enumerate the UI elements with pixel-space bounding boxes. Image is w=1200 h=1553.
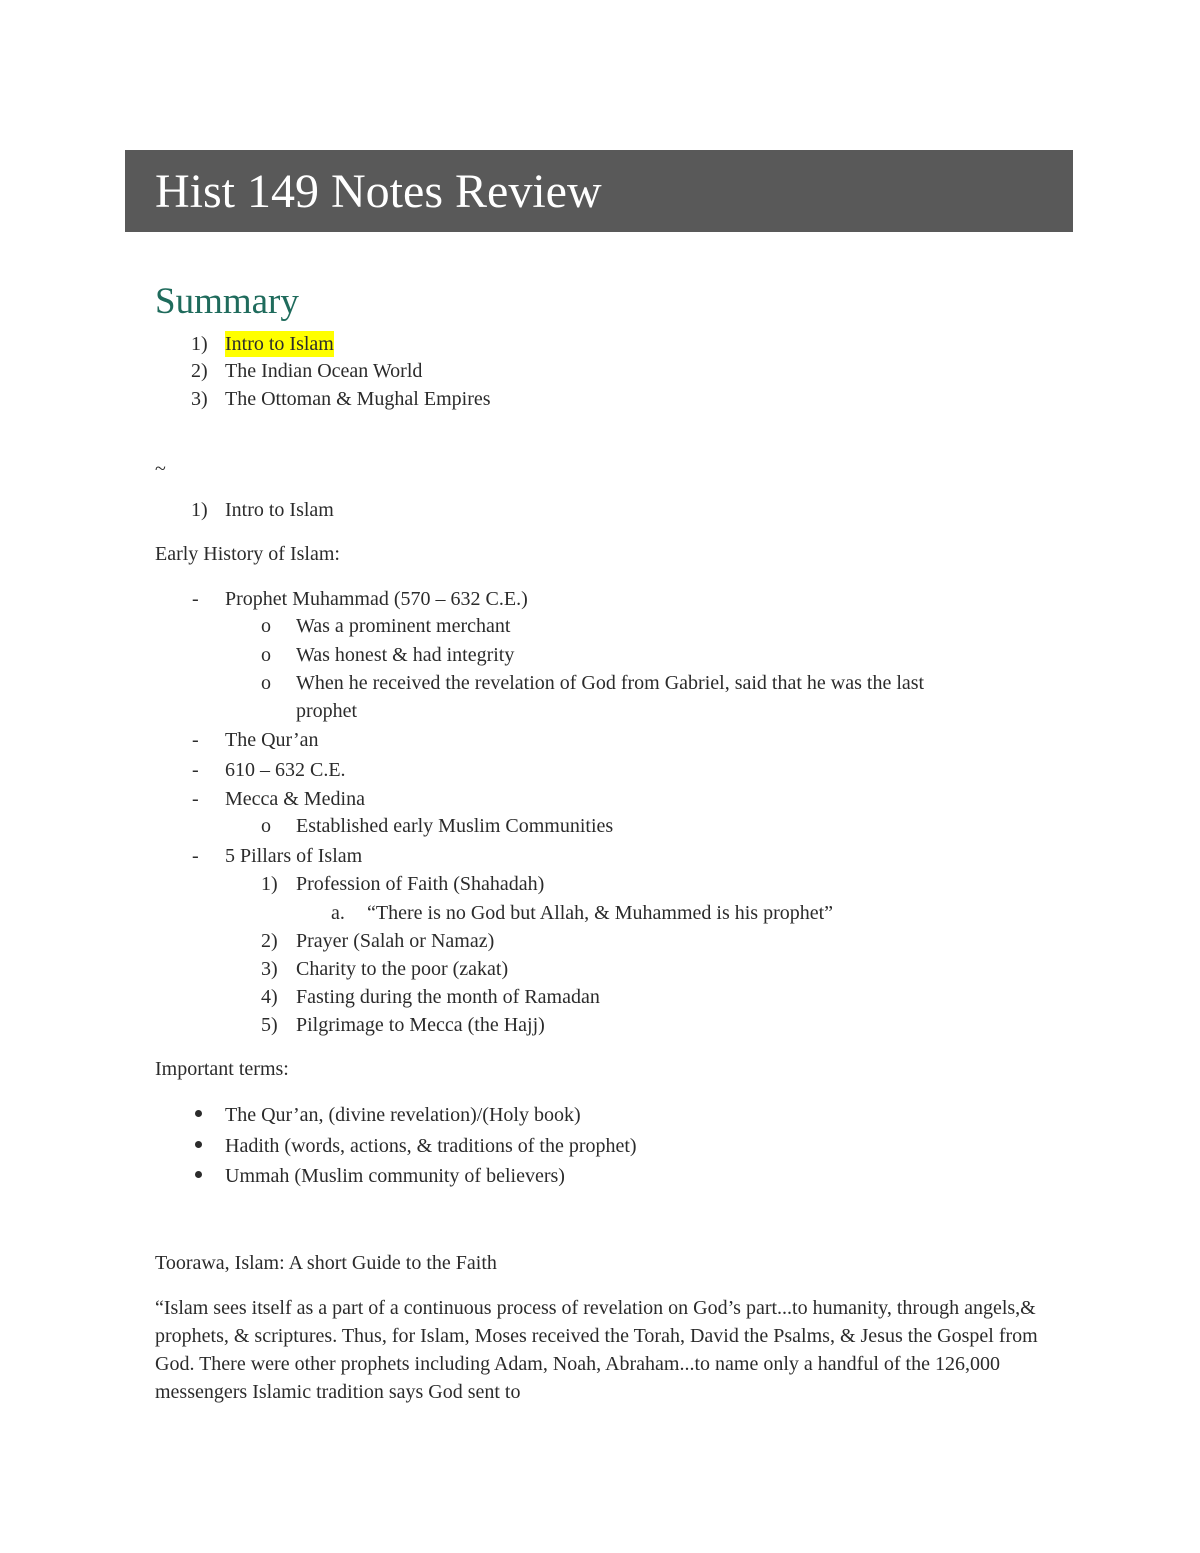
- dash-marker: -: [192, 845, 199, 867]
- list-item: Prophet Muhammad (570 – 632 C.E.): [225, 588, 528, 610]
- dash-marker: -: [192, 788, 199, 810]
- term-item: Ummah (Muslim community of believers): [225, 1165, 565, 1187]
- list-item: 5 Pillars of Islam: [225, 845, 363, 867]
- circle-marker: o: [261, 815, 271, 837]
- summary-item-label: The Indian Ocean World: [225, 360, 423, 382]
- dash-marker: -: [192, 759, 199, 781]
- circle-marker: o: [261, 644, 271, 666]
- quote-paragraph: “Islam sees itself as a part of a continuous process of revelation on God’s part...to humanity, through angels,& prophets, & scriptures. Thus, for Islam, Moses received the Torah, David the Psalms, & Jesus the Gospel from God. There were other prophets including Adam, Noah, Abraham...to name only a handful of the 126,000 messengers Islamic tradition says God sent to: [155, 1297, 1038, 1403]
- section-number: 1): [191, 499, 208, 521]
- pillar-number: 5): [261, 1014, 278, 1036]
- pillar-item: Charity to the poor (zakat): [296, 958, 509, 980]
- term-item: The Qur’an, (divine revelation)/(Holy book): [225, 1104, 581, 1126]
- pillar-sub-item: “There is no God but Allah, & Muhammed is his prophet”: [367, 902, 834, 924]
- list-item-continuation: prophet: [296, 700, 358, 722]
- list-item: 610 – 632 C.E.: [225, 759, 346, 781]
- pillar-number: 3): [261, 958, 278, 980]
- summary-item-label: The Ottoman & Mughal Empires: [225, 388, 491, 410]
- dash-marker: -: [192, 729, 199, 751]
- source-citation: Toorawa, Islam: A short Guide to the Faith: [155, 1252, 497, 1274]
- circle-marker: o: [261, 615, 271, 637]
- pillar-item: Fasting during the month of Ramadan: [296, 986, 600, 1008]
- summary-heading: Summary: [155, 281, 299, 322]
- list-item: Mecca & Medina: [225, 788, 365, 810]
- summary-item-label: Intro to Islam: [225, 333, 334, 355]
- title-bar: [125, 150, 1073, 232]
- list-item: The Qur’an: [225, 729, 319, 751]
- term-item: Hadith (words, actions, & traditions of the prophet): [225, 1135, 637, 1157]
- pillar-item: Profession of Faith (Shahadah): [296, 873, 545, 895]
- early-history-label: Early History of Islam:: [155, 543, 340, 565]
- pillar-number: 4): [261, 986, 278, 1008]
- bullet-dot-icon: [195, 1171, 202, 1178]
- pillar-item: Pilgrimage to Mecca (the Hajj): [296, 1014, 545, 1036]
- dash-marker: -: [192, 588, 199, 610]
- pillar-item: Prayer (Salah or Namaz): [296, 930, 495, 952]
- list-item: Was a prominent merchant: [296, 615, 511, 637]
- list-item: Was honest & had integrity: [296, 644, 515, 666]
- section-separator: ~: [155, 458, 166, 480]
- bullet-dot-icon: [195, 1110, 202, 1117]
- pillar-number: 1): [261, 873, 278, 895]
- section-heading: Intro to Islam: [225, 499, 334, 521]
- bullet-dot-icon: [195, 1141, 202, 1148]
- sub-letter-marker: a.: [331, 902, 345, 924]
- important-terms-label: Important terms:: [155, 1058, 289, 1080]
- list-item: Established early Muslim Communities: [296, 815, 614, 837]
- summary-item-number: 1): [191, 333, 208, 355]
- circle-marker: o: [261, 672, 271, 694]
- summary-item-number: 3): [191, 388, 208, 410]
- page-title: Hist 149 Notes Review: [155, 165, 602, 218]
- pillar-number: 2): [261, 930, 278, 952]
- list-item: When he received the revelation of God from Gabriel, said that he was the last: [296, 672, 925, 694]
- summary-item-number: 2): [191, 360, 208, 382]
